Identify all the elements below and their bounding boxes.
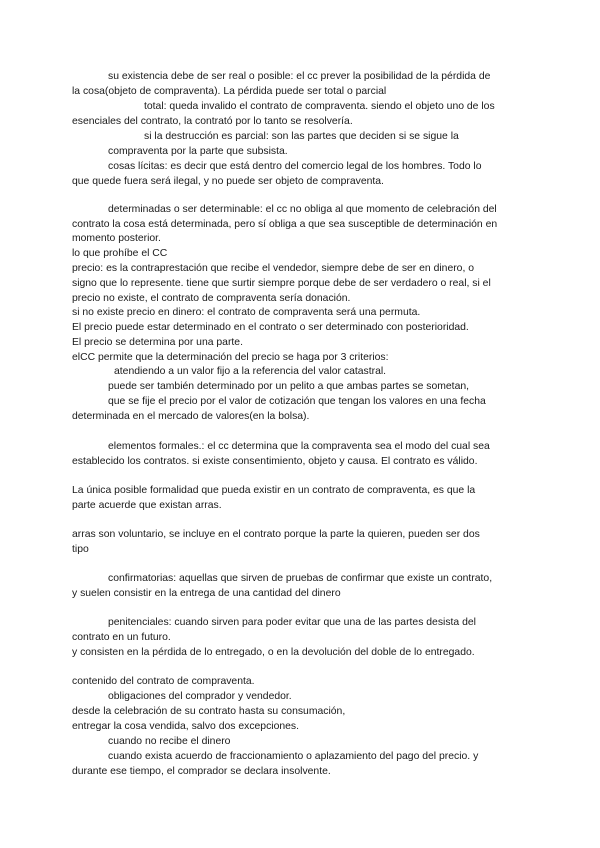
- text-line: elementos formales.: el cc determina que la compraventa sea el modo del cual sea: [108, 441, 490, 452]
- text-line: contrato en un futuro.: [72, 632, 171, 643]
- text-line: contrato la cosa está determinada, pero sí obliga a que sea susceptible de determinación en: [72, 219, 498, 230]
- text-line: si la destrucción es parcial: son las partes que deciden si se sigue la: [144, 131, 459, 142]
- text-line: determinada en el mercado de valores(en la bolsa).: [72, 411, 310, 422]
- text-line: confirmatorias: aquellas que sirven de pruebas de confirmar que existe un contrato,: [108, 573, 493, 584]
- text-line: obligaciones del comprador y vendedor.: [108, 691, 292, 702]
- text-line: total: queda invalido el contrato de compraventa. siendo el objeto uno de los: [144, 101, 495, 112]
- text-line: contenido del contrato de compraventa.: [72, 676, 255, 687]
- text-line: lo que prohíbe el CC: [72, 248, 168, 259]
- text-line: signo que lo represente. tiene que surtir siempre porque debe de ser verdadero o real, si el: [72, 278, 491, 289]
- text-line: penitenciales: cuando sirven para poder evitar que una de las partes desista del: [108, 617, 476, 628]
- text-line: y suelen consistir en la entrega de una cantidad del dinero: [72, 588, 341, 599]
- text-line: esenciales del contrato, la contrató por lo tanto se resolvería.: [72, 116, 353, 127]
- text-line: tipo: [72, 544, 89, 555]
- text-line: precio no existe, el contrato de compraventa sería donación.: [72, 293, 351, 304]
- text-line: cuando no recibe el dinero: [108, 736, 231, 747]
- text-line: cosas lícitas: es decir que está dentro del comercio legal de los hombres. Todo lo: [108, 161, 482, 172]
- text-line: y consisten en la pérdida de lo entregado, o en la devolución del doble de lo entregado.: [72, 647, 475, 658]
- text-line: El precio se determina por una parte.: [72, 337, 243, 348]
- text-line: atendiendo a un valor fijo a la referencia del valor catastral.: [114, 366, 387, 377]
- text-line: desde la celebración de su contrato hasta su consumación,: [72, 706, 346, 717]
- text-line: su existencia debe de ser real o posible: el cc prever la posibilidad de la pérdida de: [108, 71, 491, 82]
- text-line: elCC permite que la determinación del precio se haga por 3 criterios:: [72, 352, 389, 363]
- text-line: La única posible formalidad que pueda existir en un contrato de compraventa, es que la: [72, 485, 476, 496]
- text-line: cuando exista acuerdo de fraccionamiento o aplazamiento del pago del precio. y: [108, 751, 479, 762]
- text-line: arras son voluntario, se incluye en el contrato porque la parte la quieren, pueden ser dos: [72, 529, 480, 540]
- text-line: El precio puede estar determinado en el contrato o ser determinado con posterioridad.: [72, 322, 469, 333]
- text-line: que quede fuera será ilegal, y no puede ser objeto de compraventa.: [72, 176, 384, 187]
- text-line: determinadas o ser determinable: el cc no obliga al que momento de celebración del: [108, 204, 497, 215]
- text-line: que se fije el precio por el valor de cotización que tengan los valores en una fecha: [108, 396, 486, 407]
- text-line: parte acuerde que existan arras.: [72, 500, 222, 511]
- text-line: durante ese tiempo, el comprador se declara insolvente.: [72, 766, 331, 777]
- text-line: momento posterior.: [72, 233, 161, 244]
- text-line: precio: es la contraprestación que recibe el vendedor, siempre debe de ser en dinero, o: [72, 263, 475, 274]
- text-line: entregar la cosa vendida, salvo dos excepciones.: [72, 721, 300, 732]
- text-line: si no existe precio en dinero: el contrato de compraventa será una permuta.: [72, 307, 421, 318]
- text-line: compraventa por la parte que subsista.: [108, 146, 288, 157]
- text-line: puede ser también determinado por un pelito a que ambas partes se sometan,: [108, 381, 470, 392]
- text-line: establecido los contratos. si existe consentimiento, objeto y causa. El contrato es válido.: [72, 456, 478, 467]
- text-line: la cosa(objeto de compraventa). La pérdida puede ser total o parcial: [72, 86, 387, 97]
